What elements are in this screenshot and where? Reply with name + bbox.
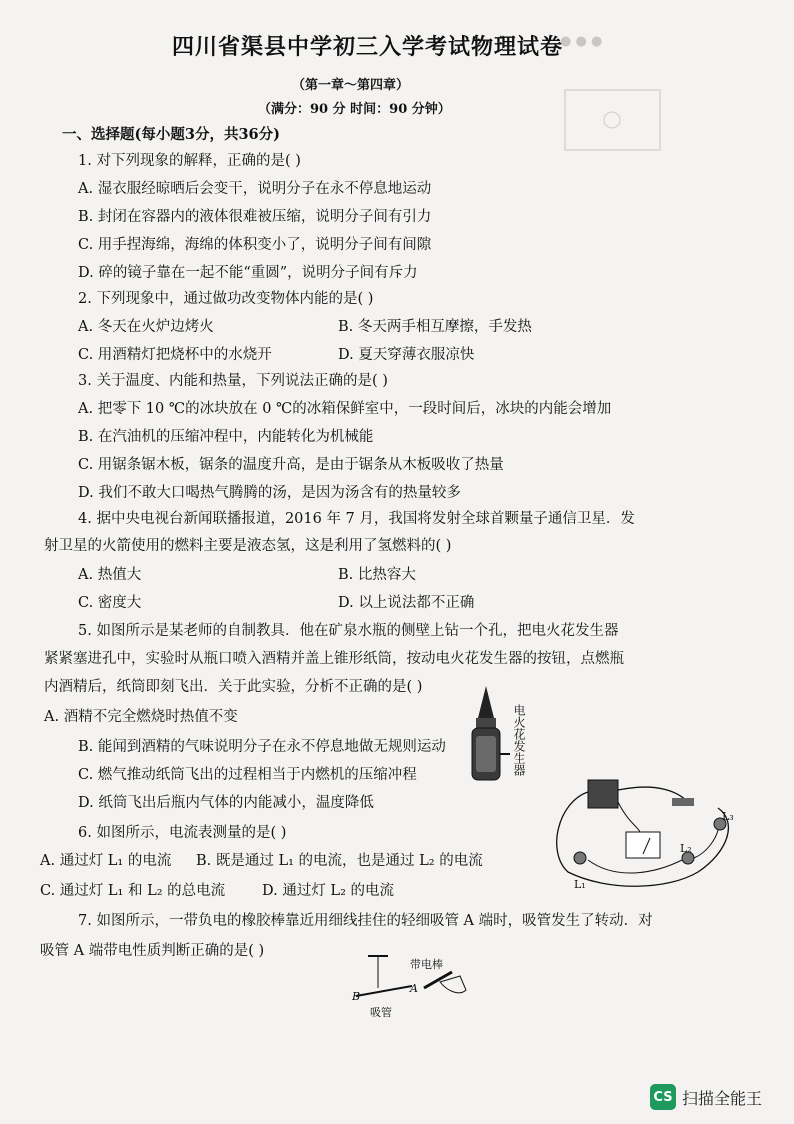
rod-label: 带电棒 [410, 958, 443, 971]
option: B. 比热容大 [338, 567, 416, 583]
option: D. 碎的镜子靠在一起不能“重圆”，说明分子间有斥力 [78, 265, 418, 281]
option: D. 以上说法都不正确 [338, 595, 475, 611]
option: D. 夏天穿薄衣服凉快 [338, 347, 475, 363]
option: A. 通过灯 L₁ 的电流 [40, 853, 172, 869]
option: D. 通过灯 L₂ 的电流 [262, 883, 394, 899]
lamp-label-l1: L₁ [574, 878, 586, 891]
spark-generator-label: 电火花发生器 [512, 704, 526, 776]
question-stem-cont: 吸管 A 端带电性质判断正确的是( ) [40, 943, 265, 959]
question-stem: 7. 如图所示，一带负电的橡胶棒靠近用细线挂住的轻细吸管 A 端时，吸管发生了转动．对 [78, 913, 653, 929]
option: A. 热值大 [78, 567, 142, 583]
straw-label-b: B [352, 990, 361, 1003]
question-stem: 5. 如图所示是某老师的自制教具．他在矿泉水瓶的侧壁上钻一个孔，把电火花发生器 [78, 623, 619, 639]
option: A. 把零下 10 ℃的冰块放在 0 ℃的冰箱保鲜室中，一段时间后，冰块的内能会增加 [78, 401, 612, 417]
question-stem-cont: 内酒精后，纸筒即刻飞出．关于此实验，分析不正确的是( ) [44, 679, 423, 695]
section-heading: 一、选择题(每小题3分，共36分) [62, 126, 280, 143]
question-stem: 1. 对下列现象的解释，正确的是( ) [78, 153, 301, 169]
camscanner-logo: CS [650, 1084, 676, 1110]
option: C. 通过灯 L₁ 和 L₂ 的总电流 [40, 883, 226, 899]
question-stem: 3. 关于温度、内能和热量，下列说法正确的是( ) [78, 373, 388, 389]
option: C. 密度大 [78, 595, 142, 611]
scanner-brand [650, 1084, 762, 1110]
chapter-range: （第一章～第四章） [292, 78, 410, 93]
option: B. 在汽油机的压缩冲程中，内能转化为机械能 [78, 429, 374, 445]
bleed-through-circuit [560, 80, 670, 170]
option: A. 冬天在火炉边烤火 [78, 319, 214, 335]
question-stem: 2. 下列现象中，通过做功改变物体内能的是( ) [78, 291, 374, 307]
straw-figure [348, 952, 468, 1022]
question-stem-cont: 紧紧塞进孔中，实验时从瓶口喷入酒精并盖上锥形纸筒，按动电火花发生器的按钮，点燃瓶 [44, 651, 624, 667]
option: C. 用锯条锯木板，锯条的温度升高，是由于锯条从木板吸收了热量 [78, 457, 504, 473]
option: C. 用手捏海绵，海绵的体积变小了，说明分子间有间隙 [78, 237, 432, 253]
option: B. 冬天两手相互摩擦，手发热 [338, 319, 532, 335]
option: C. 燃气推动纸筒飞出的过程相当于内燃机的压缩冲程 [78, 767, 417, 783]
option: D. 我们不敢大口喝热气腾腾的汤，是因为汤含有的热量较多 [78, 485, 461, 501]
option: B. 能闻到酒精的气味说明分子在永不停息地做无规则运动 [78, 739, 446, 755]
option: B. 封闭在容器内的液体很难被压缩，说明分子间有引力 [78, 209, 432, 225]
bleed-through-decoration: ● ● ● [560, 34, 603, 49]
question-stem-cont: 射卫星的火箭使用的燃料主要是液态氢，这是利用了氢燃料的( ) [44, 538, 452, 554]
option: A. 湿衣服经晾晒后会变干，说明分子在永不停息地运动 [78, 181, 432, 197]
lamp-label-l2: L₂ [680, 842, 692, 855]
exam-title: 四川省渠县中学初三入学考试物理试卷 [172, 35, 564, 60]
lamp-label-l3: L₃ [722, 810, 734, 823]
straw-label: 吸管 [370, 1006, 392, 1019]
option: B. 既是通过 L₁ 的电流，也是通过 L₂ 的电流 [196, 853, 483, 869]
question-stem: 6. 如图所示，电流表测量的是( ) [78, 825, 287, 841]
straw-label-a: A [410, 982, 418, 995]
score-time: （满分：90 分 时间：90 分钟） [258, 102, 451, 117]
option: A. 酒精不完全燃烧时热值不变 [44, 709, 238, 725]
option: D. 纸筒飞出后瓶内气体的内能减小，温度降低 [78, 795, 374, 811]
question-stem: 4. 据中央电视台新闻联播报道，2016 年 7 月，我国将发射全球首颗量子通信卫星．发 [78, 511, 635, 527]
brand-name: 扫描全能王 [682, 1088, 763, 1108]
option: C. 用酒精灯把烧杯中的水烧开 [78, 347, 272, 363]
